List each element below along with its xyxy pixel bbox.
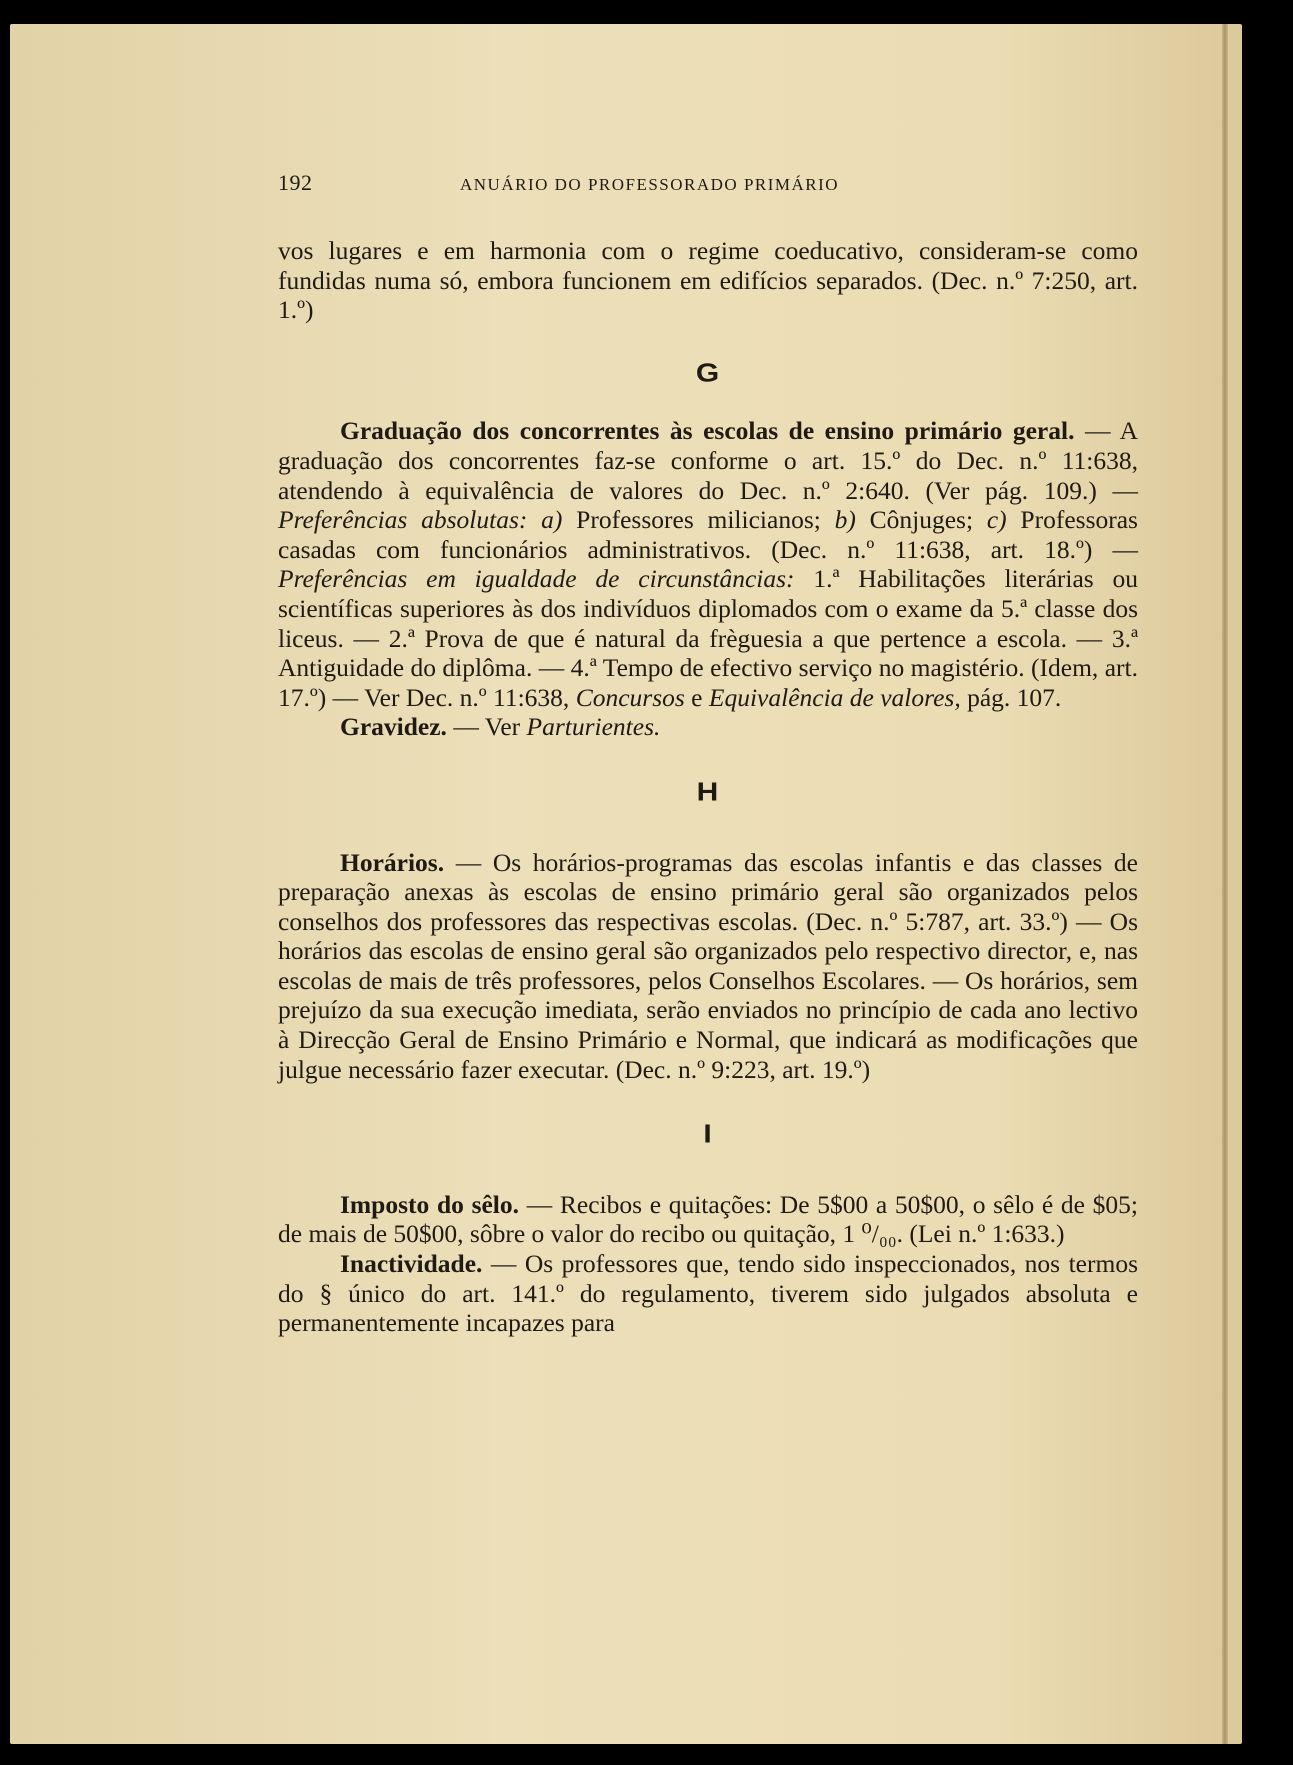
entry-text: — Os horários-programas das escolas infantis e das classes de preparação anexas às escolas de ensino primário geral são organizados pelos conselhos dos professores das respectivas escolas. (Dec. n.º 5:787, art. 33.º) — Os horários das escolas de ensino geral são organizados pelo respectivo director, e, nas escolas de mais de três professores, pelos Conselhos Escolares. — Os horários, sem prejuízo da sua execução imediata, serão enviados no princípio de cada ano lectivo à Direcção Geral de Ensino Primário e Normal, que indicará as modificações que julgue necessário fazer executar. (Dec. n.º 9:223, art. 19.º)	[278, 847, 1138, 1084]
entry-italic: a)	[541, 505, 563, 535]
entry-text: — A graduação dos concorrentes faz-se conforme o art. 15.º do Dec. n.º 11:638, atendendo à equivalência de valores do Dec. n.º 2:640. (Ver pág. 109.) —	[278, 416, 1138, 505]
entry-head: Graduação dos concorrentes às escolas de ensino primário geral.	[340, 416, 1075, 446]
entry-horarios	[278, 848, 1138, 1085]
page-number: 192	[278, 170, 313, 195]
entry-text	[527, 505, 541, 534]
entry-text: Professoras casadas com funcionários administrativos. (Dec. n.º 11:638, art. 18.º) —	[278, 505, 1138, 564]
page-body	[278, 160, 1138, 1338]
entry-head: Inactividade.	[340, 1249, 483, 1279]
entry-graduacao	[278, 416, 1138, 712]
section-letter-h: H	[696, 778, 720, 807]
continuation-paragraph: vos lugares e em harmonia com o regime coeducativo, consideram-se como fundidas numa só, embora funcionem em edifícios separados. (Dec. n.º 7:250, art. 1.º)	[278, 236, 1138, 325]
entry-italic: b)	[834, 505, 856, 535]
running-header	[278, 160, 1138, 200]
entry-text: 1.ª Habilitações literárias ou scientíficas superiores às dos indivíduos diplomados com o exame da 5.ª classe dos liceus. — 2.ª Prova de que é natural da frèguesia a que pertence a escola. — 3.ª Antiguidade do diplôma. — 4.ª Tempo de efectivo serviço no magistério. (Idem, art. 17.º) — Ver Dec. n.º 11:638,	[278, 564, 1138, 712]
entry-italic: c)	[986, 505, 1007, 535]
entry-head: Horários.	[340, 847, 445, 877]
entry-text: pág. 107.	[960, 682, 1062, 712]
entry-head: Imposto do sêlo.	[340, 1189, 520, 1219]
running-title: ANUÁRIO DO PROFESSORADO PRIMÁRIO	[460, 175, 840, 194]
entry-italic: Preferências absolutas:	[278, 505, 528, 535]
entry-head: Gravidez.	[340, 712, 447, 742]
section-letter-i: I	[703, 1120, 713, 1149]
entry-italic: Equivalência de valores,	[708, 682, 961, 712]
entry-imposto-selo	[278, 1190, 1138, 1249]
entry-text: — Recibos e quitações: De 5$00 a 50$00, o sêlo é de $05; de mais de 50$00, sôbre o valor do recibo ou quitação, 1 ⁰/₀₀. (Lei n.º 1:633.)	[278, 1189, 1138, 1249]
entry-italic: Concursos	[575, 682, 685, 712]
entry-text: Cônjuges;	[855, 505, 987, 535]
entry-text: — Ver	[446, 712, 527, 742]
binding-fold	[1222, 24, 1228, 1744]
entry-text: — Os professores que, tendo sido inspeccionados, nos termos do § único do art. 141.º do regulamento, tiverem sido julgados absoluta e permanentemente incapazes para	[278, 1249, 1138, 1338]
section-letter-g: G	[695, 359, 721, 388]
entry-italic: Preferências em igualdade de circunstâncias:	[278, 564, 795, 594]
entry-text: e	[684, 682, 709, 712]
entry-text: Professores milicianos;	[562, 505, 835, 535]
entry-gravidez	[278, 712, 1138, 742]
entry-italic: Parturientes.	[526, 712, 661, 742]
entry-inactividade	[278, 1249, 1138, 1338]
